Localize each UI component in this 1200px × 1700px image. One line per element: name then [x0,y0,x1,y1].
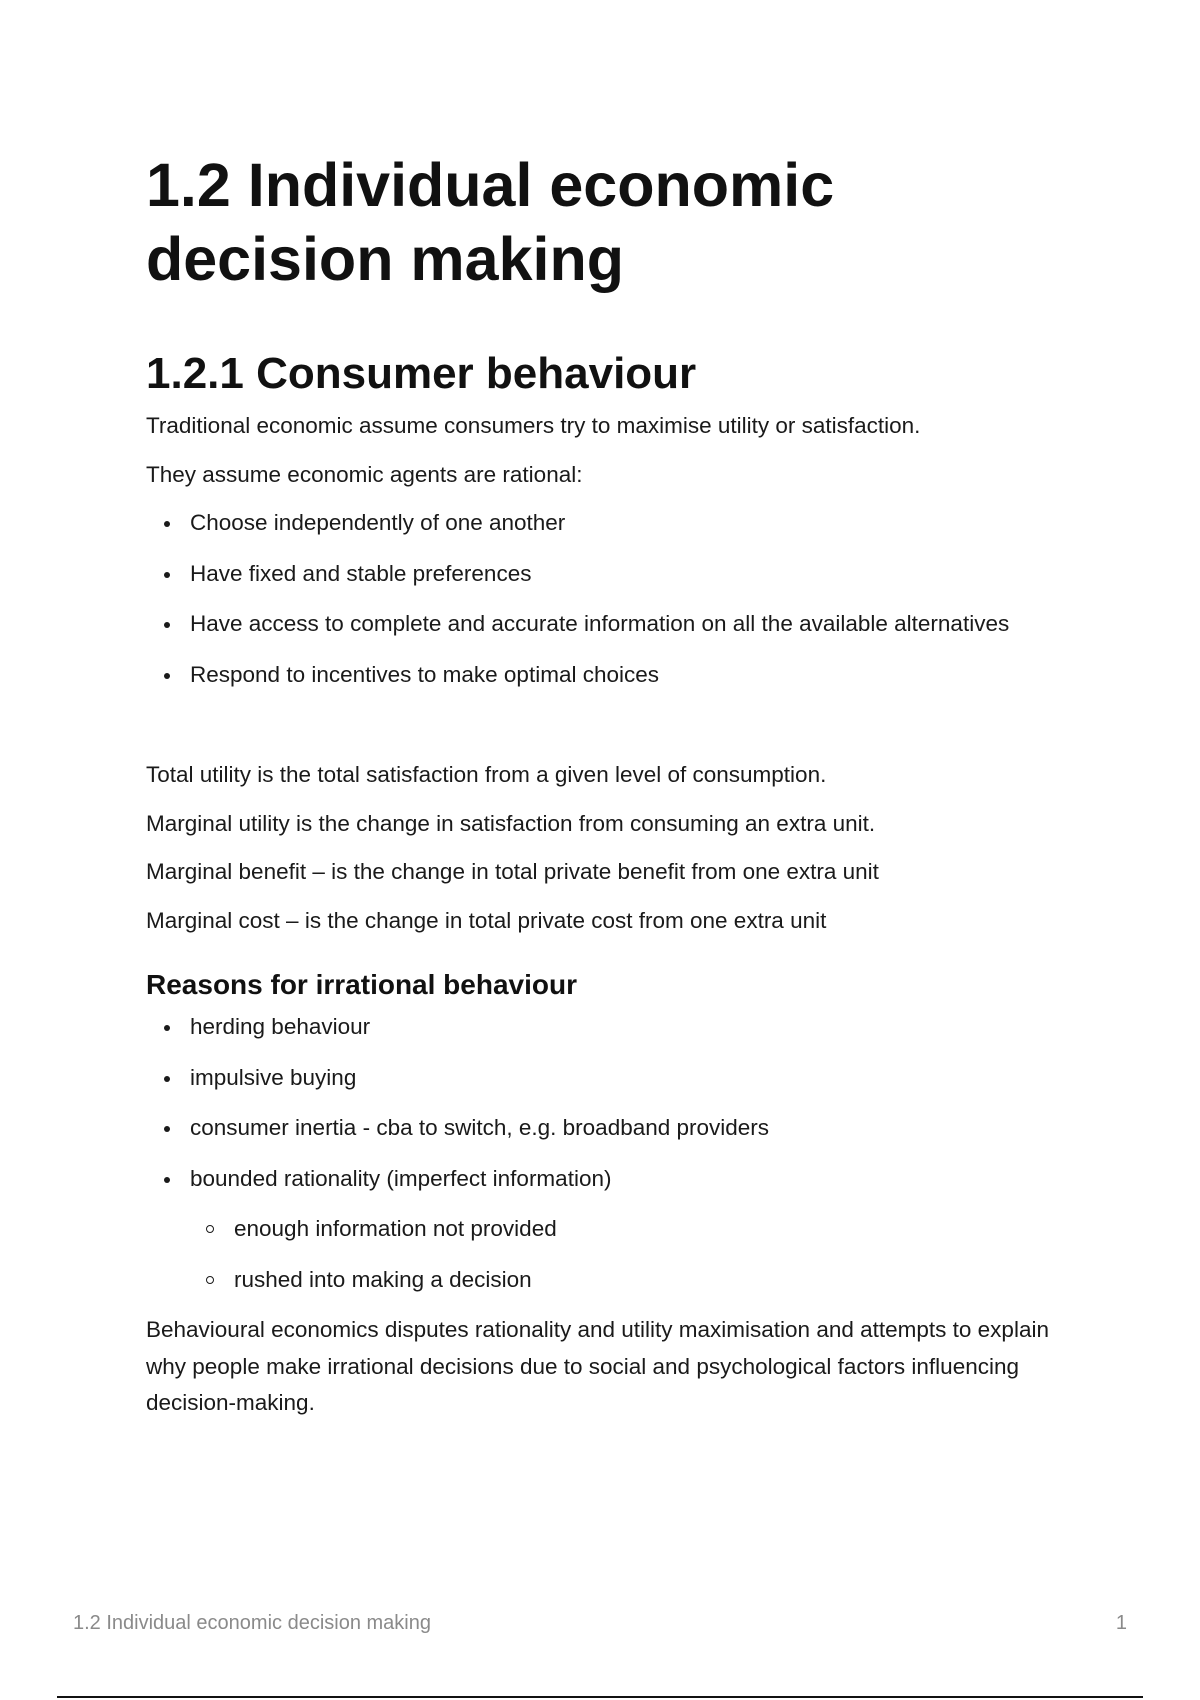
section-heading: 1.2.1 Consumer behaviour [146,349,697,398]
definition-paragraph: Marginal cost – is the change in total private cost from one extra unit [146,907,827,933]
sub-list-item: rushed into making a decision [190,1262,1076,1299]
definition-paragraph: Marginal utility is the change in satisfaction from consuming an extra unit. [146,810,876,836]
rational-assumptions-list [146,505,1076,693]
conclusion-paragraph: Behavioural economics disputes rationality and utility maximisation and attempts to explain why people make irrational decisions due to social and psychological factors influencing decision-making. [146,1317,1049,1415]
list-item: Have fixed and stable preferences [146,556,1076,593]
list-item: consumer inertia - cba to switch, e.g. broadband providers [146,1110,1076,1147]
list-item: Have access to complete and accurate information on all the available alternatives [146,606,1076,643]
list-item: impulsive buying [146,1060,1076,1097]
intro-paragraph: Traditional economic assume consumers try to maximise utility or satisfaction. [146,413,921,438]
list-item: bounded rationality (imperfect information) [146,1161,1076,1198]
list-item: Choose independently of one another [146,505,1076,542]
document-body [146,148,1076,1434]
sub-list-item: enough information not provided [190,1211,1076,1248]
list-item: Respond to incentives to make optimal choices [146,657,1076,694]
footer-divider [57,1696,1143,1698]
definition-paragraph: Marginal benefit – is the change in total private benefit from one extra unit [146,859,879,884]
page-number: 1 [1115,1612,1127,1634]
page-title: 1.2 Individual economic decision making [146,151,835,293]
subsection-heading: Reasons for irrational behaviour [146,969,577,1000]
list-item: herding behaviour [146,1009,1076,1046]
irrational-reasons-list [146,1009,1076,1197]
bounded-rationality-sublist [146,1211,1076,1298]
footer-title: 1.2 Individual economic decision making [73,1612,431,1634]
definition-paragraph: Total utility is the total satisfaction from a given level of consumption. [146,762,827,787]
intro-paragraph: They assume economic agents are rational: [146,461,583,487]
spacer [146,707,1076,757]
